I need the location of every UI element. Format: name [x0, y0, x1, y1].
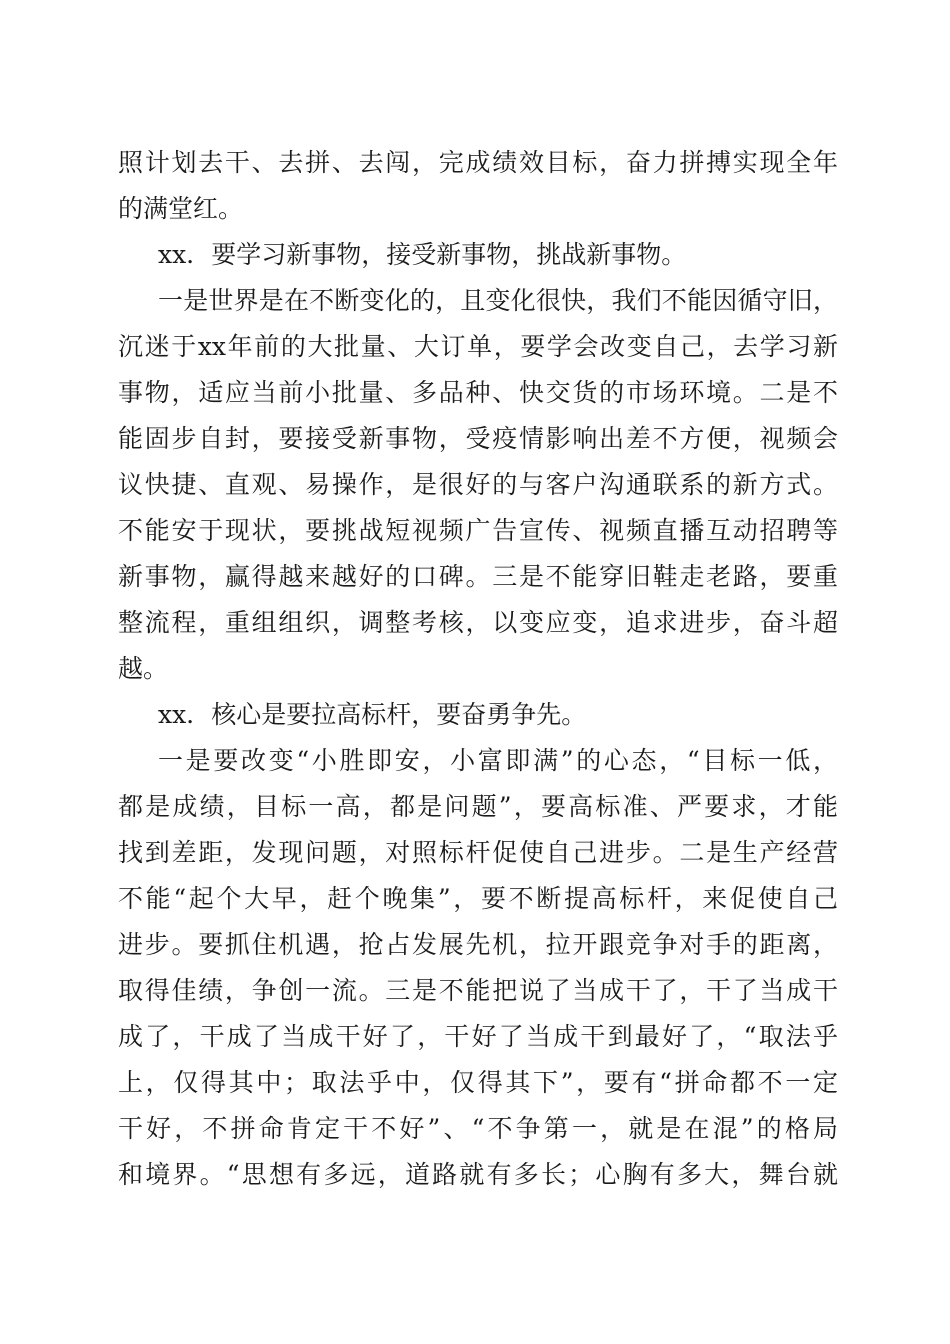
text-line: 和境界。“思想有多远，道路就有多长；心胸有多大，舞台就 [118, 1160, 838, 1189]
section-heading: xx．核心是要拉高标杆，要奋勇争先。 [158, 700, 587, 729]
text-line: 都是成绩，目标一高，都是问题”，要高标准、严要求，才能 [118, 792, 838, 821]
text-line: 议快捷、直观、易操作，是很好的与客户沟通联系的新方式。 [118, 470, 838, 499]
section-heading: xx．要学习新事物，接受新事物，挑战新事物。 [158, 240, 687, 269]
text-line: 不能“起个大早，赶个晚集”，要不断提高标杆，来促使自己 [118, 884, 838, 913]
text-line: 照计划去干、去拼、去闯，完成绩效目标，奋力拼搏实现全年 [118, 148, 838, 177]
text-line: 能固步自封，要接受新事物，受疫情影响出差不方便，视频会 [118, 424, 838, 453]
text-line: 整流程，重组组织，调整考核，以变应变，追求进步，奋斗超 [118, 608, 838, 637]
text-line: 不能安于现状，要挑战短视频广告宣传、视频直播互动招聘等 [118, 516, 838, 545]
text-line: 一是要改变“小胜即安，小富即满”的心态，“目标一低， [158, 746, 838, 775]
text-line: 越。 [118, 654, 169, 683]
text-line: 事物，适应当前小批量、多品种、快交货的市场环境。二是不 [118, 378, 838, 407]
text-line: 的满堂红。 [118, 194, 244, 223]
text-line: 成了，干成了当成干好了，干好了当成干到最好了，“取法乎 [118, 1022, 838, 1051]
text-line: 上，仅得其中；取法乎中，仅得其下”，要有“拼命都不一定 [118, 1068, 838, 1097]
text-line: 取得佳绩，争创一流。三是不能把说了当成干了，干了当成干 [118, 976, 838, 1005]
text-line: 沉迷于xx年前的大批量、大订单，要学会改变自己，去学习新 [118, 332, 838, 361]
text-line: 一是世界是在不断变化的，且变化很快，我们不能因循守旧， [158, 286, 838, 315]
text-line: 进步。要抓住机遇，抢占发展先机，拉开跟竞争对手的距离， [118, 930, 838, 959]
text-line: 找到差距，发现问题，对照标杆促使自己进步。二是生产经营 [118, 838, 838, 867]
text-line: 干好，不拼命肯定干不好”、“不争第一，就是在混”的格局 [118, 1114, 838, 1143]
text-line: 新事物，赢得越来越好的口碑。三是不能穿旧鞋走老路，要重 [118, 562, 838, 591]
